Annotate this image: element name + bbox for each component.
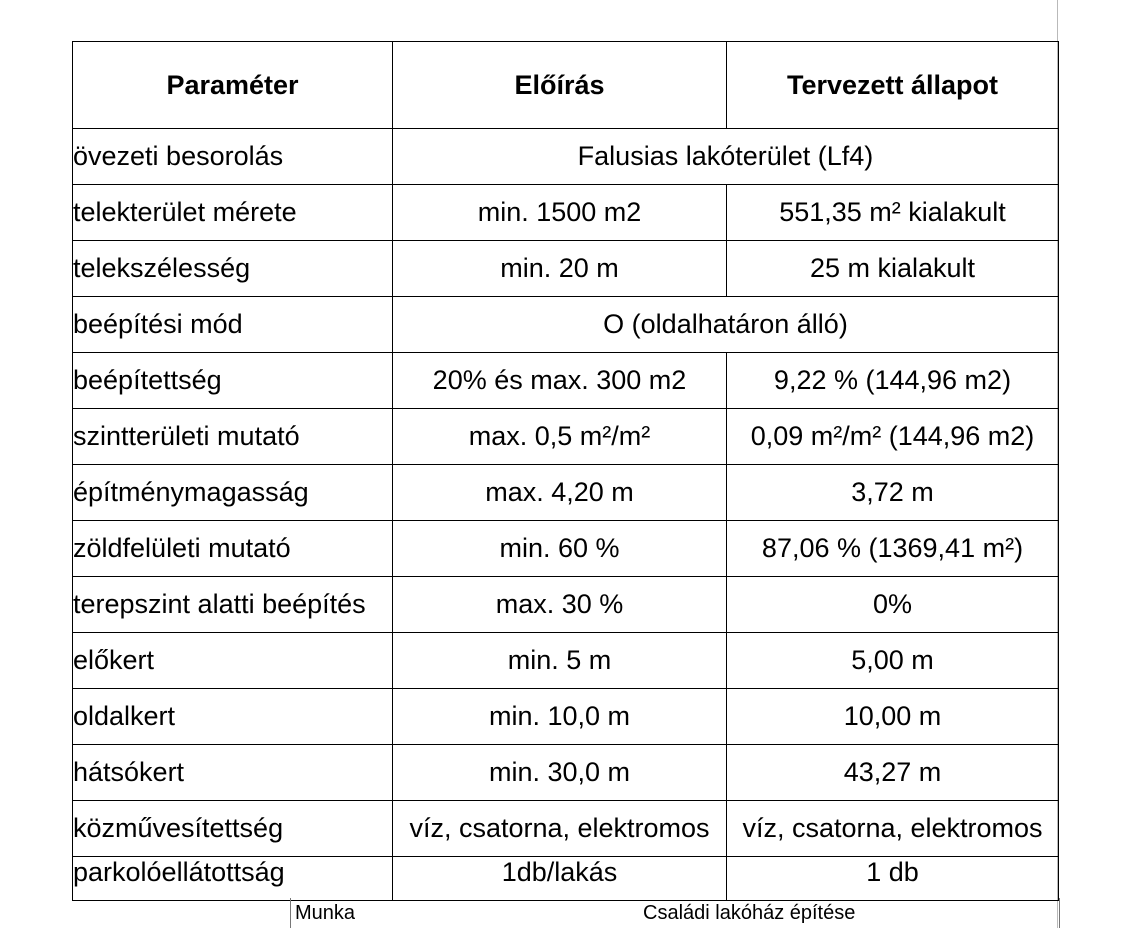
row-merged-value: Falusias lakóterület (Lf4) [393, 129, 1059, 185]
table-row [73, 185, 1059, 241]
table-row [73, 633, 1059, 689]
row-required: min. 30,0 m [393, 745, 727, 801]
row-planned: 1 db [727, 857, 1059, 901]
header-parameter: Paraméter [73, 42, 393, 129]
row-planned: 9,22 % (144,96 m2) [727, 353, 1059, 409]
row-parameter: övezeti besorolás [73, 129, 393, 185]
table-row [73, 857, 1059, 901]
row-parameter: közművesítettség [73, 801, 393, 857]
row-planned: 25 m kialakult [727, 241, 1059, 297]
row-parameter: oldalkert [73, 689, 393, 745]
table-row [73, 465, 1059, 521]
row-planned: 551,35 m² kialakult [727, 185, 1059, 241]
row-planned: 43,27 m [727, 745, 1059, 801]
row-parameter: telekterület mérete [73, 185, 393, 241]
row-required: min. 20 m [393, 241, 727, 297]
table-row [73, 353, 1059, 409]
row-planned: 0% [727, 577, 1059, 633]
row-required: 20% és max. 300 m2 [393, 353, 727, 409]
table-row [73, 745, 1059, 801]
table-row [73, 689, 1059, 745]
row-planned: víz, csatorna, elektromos [727, 801, 1059, 857]
title-block-footer [290, 898, 1060, 928]
row-parameter: telekszélesség [73, 241, 393, 297]
row-required: min. 10,0 m [393, 689, 727, 745]
table-row [73, 129, 1059, 185]
parameters-table [72, 41, 1059, 901]
row-parameter: zöldfelületi mutató [73, 521, 393, 577]
row-planned: 10,00 m [727, 689, 1059, 745]
footer-label: Munka [295, 902, 356, 924]
table-row [73, 297, 1059, 353]
row-parameter: parkolóellátottság [73, 857, 393, 901]
row-merged-value: O (oldalhatáron álló) [393, 297, 1059, 353]
footer-project-title: Családi lakóház építése [643, 902, 856, 924]
row-required: max. 4,20 m [393, 465, 727, 521]
row-required: max. 0,5 m²/m² [393, 409, 727, 465]
row-required: min. 60 % [393, 521, 727, 577]
row-required: max. 30 % [393, 577, 727, 633]
table-row [73, 521, 1059, 577]
table-row [73, 241, 1059, 297]
row-planned: 5,00 m [727, 633, 1059, 689]
row-parameter: építménymagasság [73, 465, 393, 521]
row-parameter: hátsókert [73, 745, 393, 801]
table-row [73, 409, 1059, 465]
row-planned: 3,72 m [727, 465, 1059, 521]
row-parameter: beépítési mód [73, 297, 393, 353]
header-requirement: Előírás [393, 42, 727, 129]
header-planned-state: Tervezett állapot [727, 42, 1059, 129]
row-required: víz, csatorna, elektromos [393, 801, 727, 857]
row-parameter: szintterületi mutató [73, 409, 393, 465]
table-header-row [73, 42, 1059, 129]
table-row [73, 577, 1059, 633]
row-required: min. 5 m [393, 633, 727, 689]
row-parameter: beépítettség [73, 353, 393, 409]
row-parameter: előkert [73, 633, 393, 689]
row-parameter: terepszint alatti beépítés [73, 577, 393, 633]
row-required: min. 1500 m2 [393, 185, 727, 241]
row-required: 1db/lakás [393, 857, 727, 901]
table-row [73, 801, 1059, 857]
row-planned: 87,06 % (1369,41 m²) [727, 521, 1059, 577]
row-planned: 0,09 m²/m² (144,96 m2) [727, 409, 1059, 465]
